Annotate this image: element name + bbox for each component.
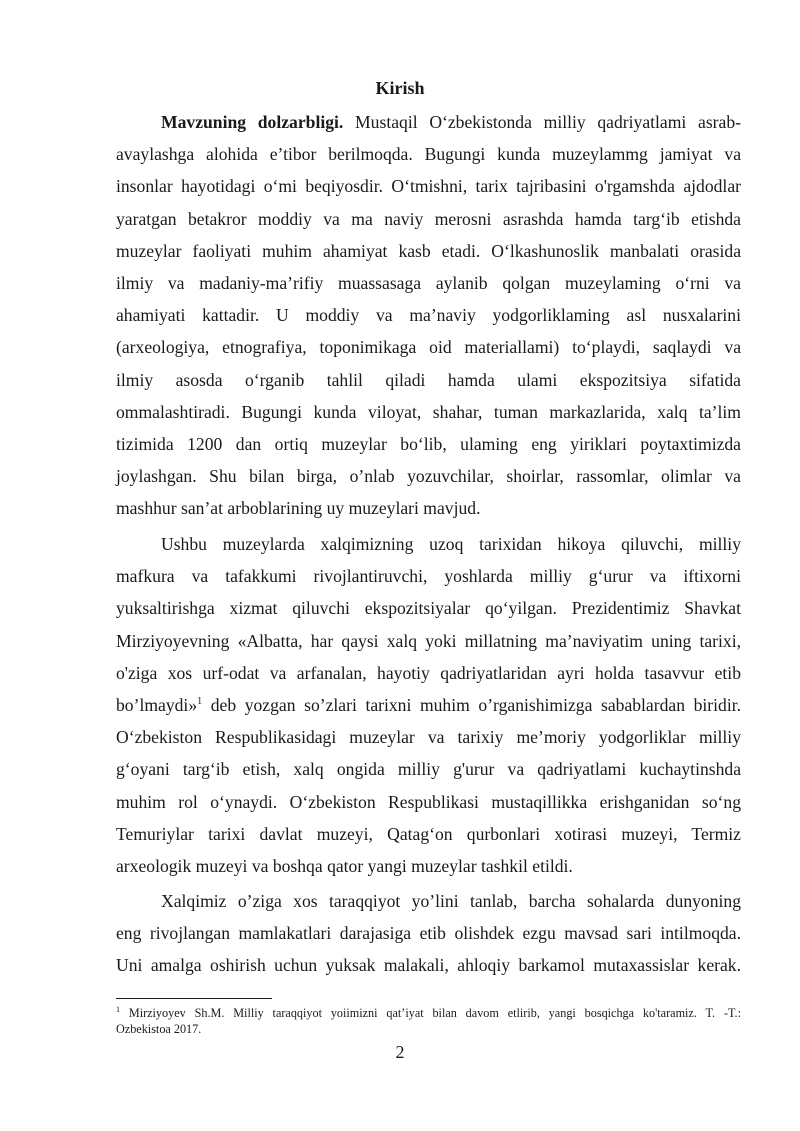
text-line: ahamiyati kattadir. U moddiy va ma’naviy yodgorliklaming asl nusxalarini bbox=[116, 305, 741, 326]
paragraph-2 bbox=[116, 528, 741, 882]
text-span: Mirziyoyev Sh.M. Milliy taraqqiyot yoiimizni qat’iyat bilan davom etlirib, yangi bosqichga ko'taramiz. T. -T.: bbox=[120, 1006, 741, 1020]
text-line: ommalashtiradi. Bugungi kunda viloyat, shahar, tuman markazlarida, xalq ta’lim bbox=[116, 401, 741, 422]
text-line: ilmiy va madaniy-ma’rifiy muassasaga aylanib qolgan muzeylaming o‘rni va bbox=[116, 273, 741, 294]
section-heading: Kirish bbox=[375, 78, 425, 98]
text-line: Temuriylar tarixi davlat muzeyi, Qatag‘on qurbonlari xotirasi muzeyi, Termiz bbox=[116, 823, 741, 844]
page-number: 2 bbox=[395, 1042, 405, 1062]
text-line: yaratgan betakror moddiy va ma naviy merosni asrashda hamda targ‘ib etishda bbox=[116, 208, 741, 229]
text-line: mafkura va tafakkumi rivojlantiruvchi, yoshlarda milliy g‘urur va iftixorni bbox=[116, 566, 741, 587]
footnote-separator bbox=[116, 998, 272, 999]
text-span: Mustaqil O‘zbekistonda milliy qadriyatlami asrab- bbox=[343, 112, 742, 132]
text-line: Uni amalga oshirish uchun yuksak malakali, ahloqiy barkamol mutaxassislar kerak. bbox=[116, 955, 741, 976]
text-line: o'ziga xos urf-odat va arfanalan, hayotiy qadriyatlaridan ayri holda tasavvur etib bbox=[116, 662, 741, 683]
footnote-reference[interactable]: 1 bbox=[197, 696, 203, 708]
text-line: Xalqimiz o’ziga xos taraqqiyot yo’lini tanlab, barcha sohalarda dunyoning bbox=[161, 891, 741, 911]
footnote bbox=[116, 1005, 741, 1037]
footnote-line: Ozbekistoa 2017. bbox=[116, 1022, 202, 1036]
text-line: eng rivojlangan mamlakatlari darajasiga etib olishdek ezgu mavsad sari intilmoqda. bbox=[116, 923, 741, 944]
text-line: g‘oyani targ‘ib etish, xalq ongida milliy g'urur va qadriyatlami kuchaytinshda bbox=[116, 759, 741, 780]
paragraph-3 bbox=[116, 885, 741, 982]
text-line: joylashgan. Shu bilan birga, o’nlab yozuvchilar, shoirlar, rassomlar, olimlar va bbox=[116, 466, 741, 487]
text-line: O‘zbekiston Respublikasidagi muzeylar va tarixiy me’moriy yodgorliklar milliy bbox=[116, 727, 741, 748]
text-line: tizimida 1200 dan ortiq muzeylar bo‘lib, ulaming eng yiriklari poytaxtimizda bbox=[116, 434, 741, 455]
paragraph-1 bbox=[116, 106, 741, 525]
text-line: mashhur san’at arboblarining uy muzeylari mavjud. bbox=[116, 498, 481, 519]
text-line: Ushbu muzeylarda xalqimizning uzoq tarixidan hikoya qiluvchi, milliy bbox=[161, 534, 741, 554]
footnote-line bbox=[116, 1005, 741, 1021]
text-span: deb yozgan so’zlari tarixni muhim o’rganishimizga sabablardan biridir. bbox=[202, 695, 741, 716]
text-line: Mirziyoyevning «Albatta, har qaysi xalq yoki millatning ma’naviyatim uning tarixi, bbox=[116, 630, 741, 651]
footnote-mark: 1 bbox=[116, 1004, 120, 1014]
text-line: muzeylar faoliyati muhim ahamiyat kasb etadi. O‘lkashunoslik manbalati orasida bbox=[116, 240, 741, 261]
text-line bbox=[116, 689, 741, 721]
text-line: avaylashga alohida e’tibor berilmoqda. Bugungi kunda muzeylammg jamiyat va bbox=[116, 144, 741, 165]
text-line: insonlar hayotidagi o‘mi beqiyosdir. O‘tmishni, tarix tajribasini o'rgamshda ajdodlar bbox=[116, 176, 741, 197]
paragraph-lead: Mavzuning dolzarbligi. bbox=[161, 112, 344, 132]
text-span: bo’lmaydi» bbox=[116, 695, 198, 716]
text-line: (arxeologiya, etnografiya, toponimikaga oid materiallami) to‘playdi, saqlaydi va bbox=[116, 337, 741, 358]
text-line: yuksaltirishga xizmat qiluvchi ekspozitsiyalar qo‘yilgan. Prezidentimiz Shavkat bbox=[116, 598, 741, 619]
text-line bbox=[116, 106, 741, 138]
text-line: ilmiy asosda o‘rganib tahlil qiladi hamda ulami ekspozitsiya sifatida bbox=[116, 369, 741, 390]
text-line: arxeologik muzeyi va boshqa qator yangi muzeylar tashkil etildi. bbox=[116, 856, 573, 877]
text-line: muhim rol o‘ynaydi. O‘zbekiston Respublikasi mustaqillikka erishganidan so‘ng bbox=[116, 791, 741, 812]
